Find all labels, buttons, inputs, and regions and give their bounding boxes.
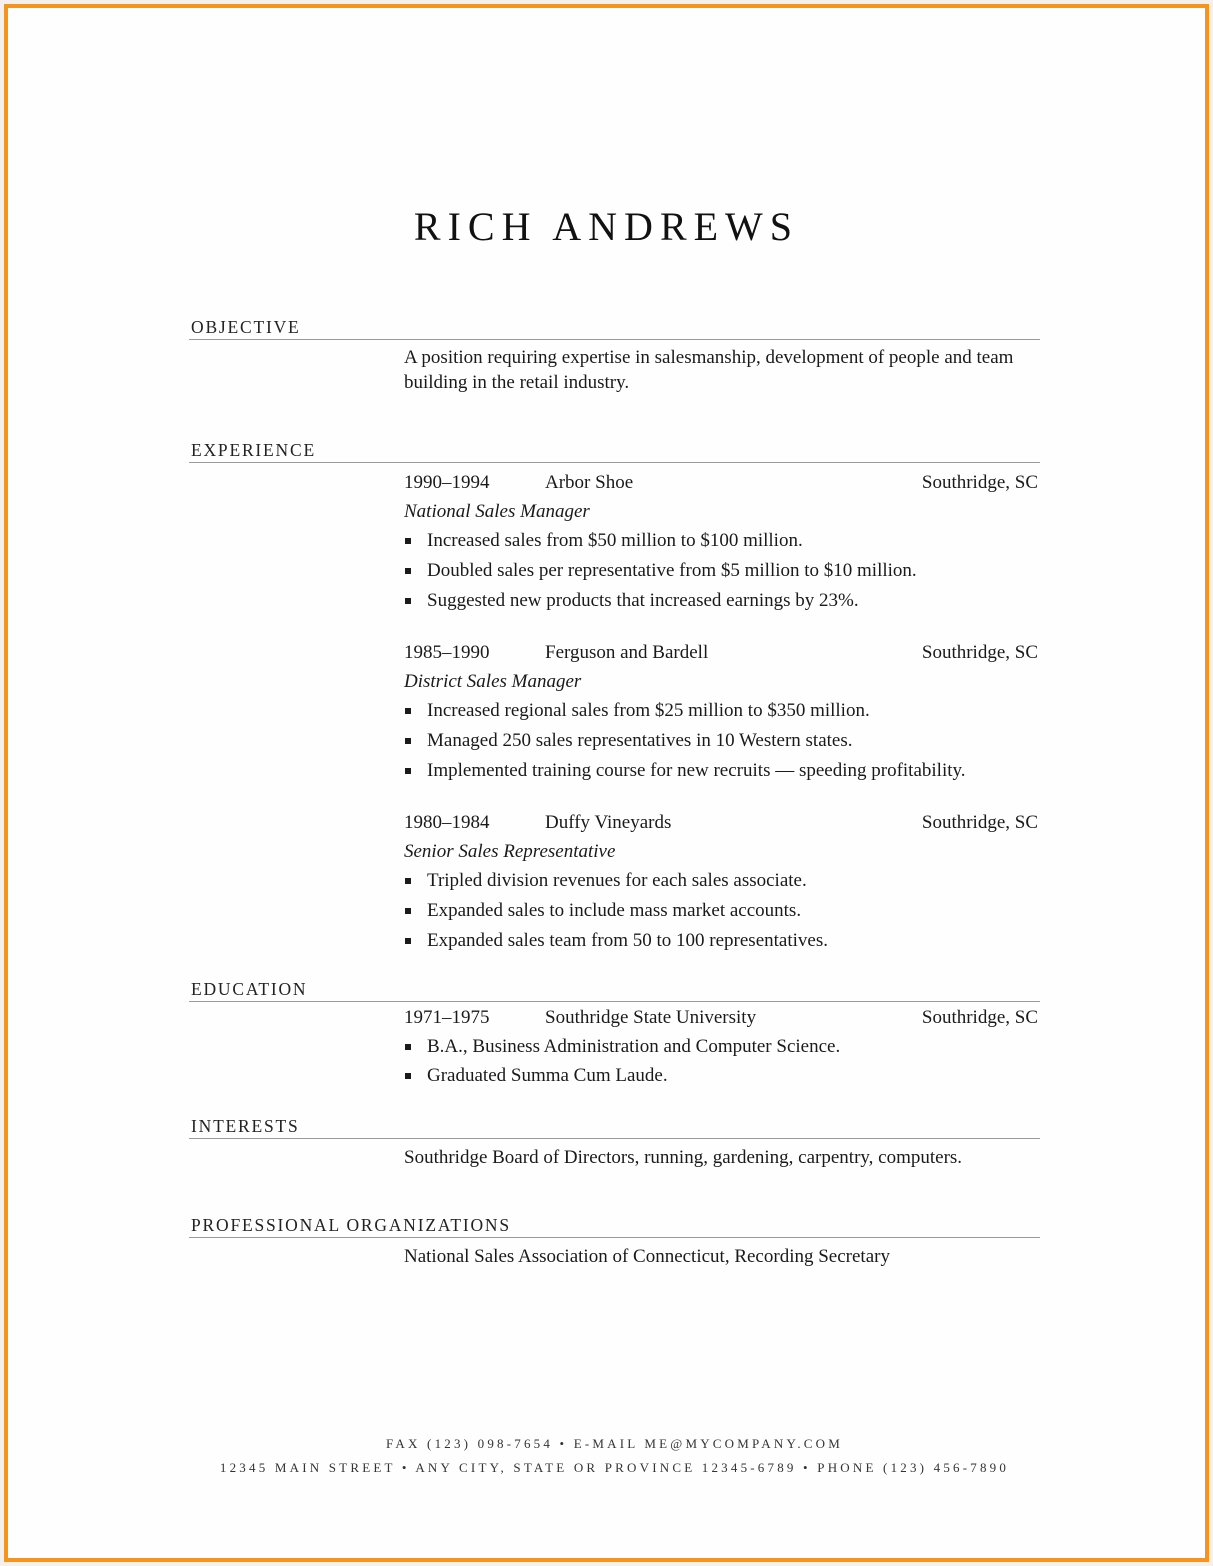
square-bullet-icon: [405, 1044, 411, 1050]
job-title: District Sales Manager: [404, 671, 582, 692]
education-dates: 1971–1975: [404, 1007, 490, 1028]
section-heading-education: EDUCATION: [191, 979, 308, 999]
job-location: Southridge, SC: [921, 812, 1038, 833]
section-divider: [189, 1001, 1040, 1002]
section-divider: [189, 1237, 1040, 1238]
job-entry: [404, 638, 1038, 786]
school-name: Southridge State University: [545, 1007, 757, 1028]
square-bullet-icon: [405, 1073, 411, 1079]
section-divider: [189, 1138, 1040, 1139]
section-heading-experience: EXPERIENCE: [191, 440, 316, 460]
square-bullet-icon: [405, 768, 411, 774]
objective-section: [189, 316, 1040, 395]
education-details: [404, 1032, 1038, 1090]
education-section: [189, 978, 1040, 1090]
experience-section: [189, 439, 1040, 956]
square-bullet-icon: [405, 908, 411, 914]
achievement-item: Expanded sales to include mass market accounts.: [404, 896, 1038, 926]
achievement-item: Implemented training course for new recruits — speeding profitability.: [404, 756, 1038, 786]
square-bullet-icon: [405, 538, 411, 544]
job-company: Duffy Vineyards: [545, 812, 672, 833]
achievement-item: Tripled division revenues for each sales associate.: [404, 866, 1038, 896]
section-divider: [189, 339, 1040, 340]
job-title: Senior Sales Representative: [404, 841, 616, 862]
job-achievements: [404, 866, 1038, 956]
job-dates: 1980–1984: [404, 812, 490, 833]
job-achievements: [404, 696, 1038, 786]
section-heading-interests: INTERESTS: [191, 1116, 300, 1136]
square-bullet-icon: [405, 738, 411, 744]
achievement-item: Doubled sales per representative from $5 million to $10 million.: [404, 556, 1038, 586]
square-bullet-icon: [405, 878, 411, 884]
job-dates: 1985–1990: [404, 642, 490, 663]
job-location: Southridge, SC: [921, 642, 1038, 663]
professional-organizations-section: [189, 1214, 1040, 1269]
square-bullet-icon: [405, 568, 411, 574]
job-company: Arbor Shoe: [545, 472, 634, 493]
job-entry: [404, 808, 1038, 956]
interests-text: Southridge Board of Directors, running, gardening, carpentry, computers.: [404, 1147, 963, 1168]
job-title: National Sales Manager: [404, 501, 590, 522]
education-item: B.A., Business Administration and Computer Science.: [404, 1032, 1038, 1061]
footer-address-phone: 12345 MAIN STREET • ANY CITY, STATE OR PROVINCE 12345-6789 • PHONE (123) 456-7890: [219, 1460, 1010, 1475]
section-heading-objective: OBJECTIVE: [191, 317, 301, 337]
section-divider: [189, 462, 1040, 463]
job-entry: [404, 468, 1038, 616]
job-dates: 1990–1994: [404, 472, 490, 493]
footer-fax-email: FAX (123) 098-7654 • E-MAIL ME@MYCOMPANY.COM: [385, 1436, 844, 1451]
achievement-item: Suggested new products that increased earnings by 23%.: [404, 586, 1038, 616]
interests-section: [189, 1115, 1040, 1170]
achievement-item: Increased sales from $50 million to $100 million.: [404, 526, 1038, 556]
achievement-item: Increased regional sales from $25 million to $350 million.: [404, 696, 1038, 726]
section-heading-professional-organizations: PROFESSIONAL ORGANIZATIONS: [191, 1215, 511, 1235]
square-bullet-icon: [405, 598, 411, 604]
contact-footer: [208, 1434, 1021, 1478]
achievement-item: Managed 250 sales representatives in 10 Western states.: [404, 726, 1038, 756]
achievement-item: Expanded sales team from 50 to 100 representatives.: [404, 926, 1038, 956]
applicant-name: RICH ANDREWS: [413, 204, 800, 249]
job-location: Southridge, SC: [921, 472, 1038, 493]
school-location: Southridge, SC: [921, 1007, 1038, 1028]
job-company: Ferguson and Bardell: [545, 642, 709, 663]
square-bullet-icon: [405, 708, 411, 714]
objective-text: A position requiring expertise in salesmanship, development of people and team building in the retail industry.: [404, 347, 1014, 393]
resume-page: [4, 4, 1209, 1562]
education-item: Graduated Summa Cum Laude.: [404, 1061, 1038, 1090]
professional-organizations-text: National Sales Association of Connecticut, Recording Secretary: [404, 1246, 890, 1267]
square-bullet-icon: [405, 938, 411, 944]
job-achievements: [404, 526, 1038, 616]
